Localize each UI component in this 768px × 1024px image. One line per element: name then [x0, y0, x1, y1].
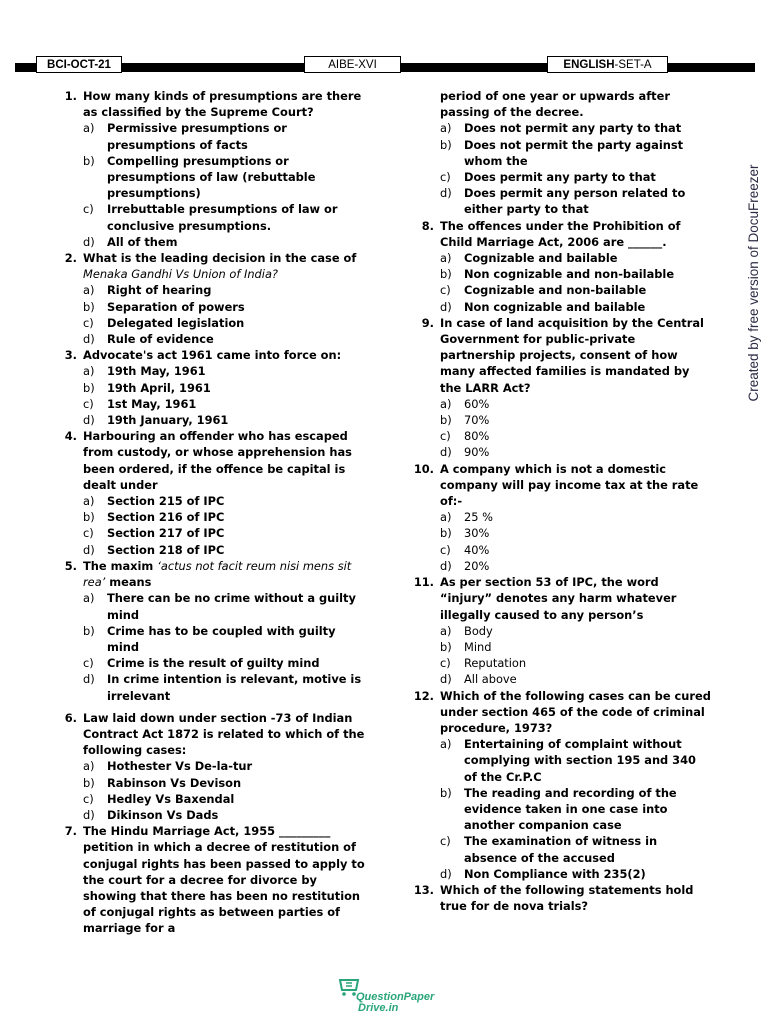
option-letter: d) [83, 332, 95, 347]
option-b [412, 137, 712, 169]
question-number: 5. [64, 558, 77, 573]
question-text-main: The maxim [83, 558, 154, 573]
option-letter: b) [440, 639, 452, 654]
question-5 [55, 558, 365, 590]
option-text: Compelling presumptions or presumptions of law (rebuttable presumptions) [107, 153, 316, 201]
question-number: 3. [64, 348, 77, 363]
question-text: Which of the following cases can be cured under section 465 of the code of criminal procedure, 1973? [440, 688, 711, 735]
option-text: Body [464, 623, 493, 638]
option-b [55, 509, 365, 525]
option-letter: d) [83, 413, 95, 428]
option-b [412, 525, 712, 541]
option-letter: b) [440, 785, 452, 800]
question-text: Advocate's act 1961 came into force on: [83, 348, 342, 363]
question-text: A company which is not a domestic company will pay income tax at the rate of:- [440, 461, 699, 509]
option-letter: c) [440, 429, 451, 444]
option-d [55, 331, 365, 347]
question-1 [55, 88, 365, 120]
option-text: Reputation [464, 656, 527, 671]
question-text: The Hindu Marriage Act, 1955 _________ petition in which a decree of restitution of conjugal rights has been passed to apply to the court for a decree for divorce by showing that there has been no restitution of conjugal rights as between parties of marriage for a [83, 824, 365, 936]
option-c [55, 791, 365, 807]
option-letter: c) [440, 834, 451, 849]
question-text: In case of land acquisition by the Central Government for public-private partnership projects, consent of how many affected families is mandated by the LARR Act? [440, 315, 704, 395]
option-c [412, 833, 712, 865]
option-letter: a) [440, 623, 452, 638]
option-text: Non cognizable and non-bailable [464, 267, 675, 282]
option-text: In crime intention is relevant, motive is irrelevant [107, 672, 362, 703]
option-text: Rule of evidence [107, 332, 214, 347]
question-number: 1. [64, 89, 77, 103]
question-number: 9. [421, 315, 434, 330]
option-text: Does not permit the party against whom the [464, 137, 684, 168]
option-text: 1st May, 1961 [107, 396, 197, 411]
question-2 [55, 250, 365, 282]
option-letter: b) [83, 775, 95, 790]
right-column [412, 88, 712, 914]
option-a [55, 363, 365, 379]
option-text: Right of hearing [107, 283, 212, 298]
question-text [83, 250, 365, 282]
exam-code-label: BCI-OCT-21 [36, 56, 122, 73]
set-label: -SET-A [614, 59, 652, 71]
option-b [412, 412, 712, 428]
questionpaperdrive-logo [336, 978, 436, 1018]
option-d [412, 866, 712, 882]
option-text: Permissive presumptions or presumptions of facts [107, 121, 287, 152]
option-d [55, 807, 365, 823]
option-text: Section 216 of IPC [107, 510, 225, 525]
language-label: ENGLISH [563, 59, 615, 71]
option-text: 19th January, 1961 [107, 413, 229, 428]
option-text: 90% [464, 445, 490, 460]
question-text: Which of the following statements hold true for de nova trials? [440, 882, 694, 914]
option-text: Irrebuttable presumptions of law or conclusive presumptions. [107, 202, 338, 233]
question-9 [412, 315, 712, 396]
option-a [55, 758, 365, 774]
option-c [412, 655, 712, 671]
option-letter: a) [440, 396, 452, 411]
option-d [412, 671, 712, 687]
option-text: Delegated legislation [107, 315, 245, 330]
language-set-label [547, 56, 668, 73]
question-10 [412, 461, 712, 510]
option-text: Cognizable and bailable [464, 251, 618, 266]
question-number: 13. [413, 882, 434, 897]
option-b [55, 380, 365, 396]
option-letter: a) [83, 364, 95, 379]
question-8 [412, 218, 712, 250]
option-a [55, 493, 365, 509]
exam-title-label: AIBE-XVI [304, 56, 401, 73]
option-d [55, 542, 365, 558]
question-7-continued: period of one year or upwards after passing of the decree. [440, 89, 670, 120]
option-a [412, 736, 712, 785]
question-3 [55, 347, 365, 363]
question-4 [55, 428, 365, 493]
question-number: 7. [64, 824, 77, 839]
option-text: 19th April, 1961 [107, 380, 211, 395]
option-text: Does not permit any party to that [464, 121, 682, 136]
case-name: Menaka Gandhi Vs Union of India? [83, 267, 278, 282]
option-c [55, 396, 365, 412]
option-c [55, 201, 365, 233]
option-letter: d) [83, 807, 95, 822]
option-d [412, 299, 712, 315]
option-letter: d) [440, 445, 452, 460]
option-text: All of them [107, 234, 178, 249]
option-letter: b) [440, 526, 452, 541]
option-text: 80% [464, 429, 490, 444]
option-letter: a) [440, 510, 452, 525]
option-c [412, 542, 712, 558]
option-c [55, 315, 365, 331]
question-text: As per section 53 of IPC, the word “injury” denotes any harm whatever illegally caused to any person’s [440, 575, 677, 622]
question-11 [412, 574, 712, 623]
docufreezer-watermark: Created by free version of DocuFreezer [745, 164, 761, 402]
option-text: Section 217 of IPC [107, 526, 225, 541]
option-c [412, 169, 712, 185]
option-c [55, 655, 365, 671]
option-c [412, 282, 712, 298]
option-d [412, 558, 712, 574]
option-letter: d) [440, 558, 452, 573]
option-letter: d) [83, 542, 95, 557]
option-letter: a) [83, 759, 95, 774]
option-letter: c) [83, 315, 94, 330]
option-b [412, 639, 712, 655]
option-letter: d) [440, 299, 452, 314]
option-text: 30% [464, 526, 490, 541]
question-text: Harbouring an offender who has escaped from custody, or whose apprehension has been ordered, if the offence be capital is dealt under [83, 429, 352, 492]
question-number: 4. [64, 429, 77, 444]
option-letter: d) [440, 866, 452, 881]
option-d [412, 444, 712, 460]
option-text: Does permit any party to that [464, 170, 656, 185]
question-7 [55, 823, 365, 936]
option-letter: c) [440, 283, 451, 298]
logo-text-line2: Drive.in [358, 1002, 399, 1014]
option-text: Dikinson Vs Dads [107, 807, 219, 822]
option-text: 25 % [464, 510, 493, 525]
option-b [55, 299, 365, 315]
option-text: 20% [464, 558, 490, 573]
option-letter: b) [83, 299, 95, 314]
option-text: 40% [464, 542, 490, 557]
option-text: Entertaining of complaint without complying with section 195 and 340 of the Cr.P.C [464, 737, 696, 784]
option-text: Separation of powers [107, 299, 245, 314]
option-letter: b) [83, 153, 95, 168]
option-letter: b) [83, 510, 95, 525]
question-text: The offences under the Prohibition of Child Marriage Act, 2006 are ______. [440, 218, 681, 249]
option-b [55, 153, 365, 202]
option-letter: d) [440, 186, 452, 201]
option-text: 70% [464, 413, 490, 428]
option-letter: d) [83, 672, 95, 687]
option-a [412, 250, 712, 266]
option-letter: a) [83, 283, 95, 298]
question-number: 6. [64, 710, 77, 725]
option-b [55, 775, 365, 791]
option-letter: c) [440, 542, 451, 557]
option-text: Crime has to be coupled with guilty mind [107, 623, 336, 654]
option-text: Non Compliance with 235(2) [464, 866, 646, 881]
option-letter: a) [83, 591, 95, 606]
question-text: Law laid down under section -73 of Indian Contract Act 1872 is related to which of the following cases: [83, 710, 365, 758]
question-12 [412, 688, 712, 737]
option-letter: a) [440, 121, 452, 136]
question-number: 8. [421, 218, 434, 233]
option-text: There can be no crime without a guilty mind [107, 591, 356, 622]
option-letter: a) [440, 737, 452, 752]
option-letter: b) [440, 413, 452, 428]
option-letter: a) [83, 121, 95, 136]
option-text: All above [464, 672, 517, 687]
option-text: Cognizable and non-bailable [464, 283, 647, 298]
option-letter: b) [440, 137, 452, 152]
option-a [55, 282, 365, 298]
option-letter: c) [83, 656, 94, 671]
question-text: How many kinds of presumptions are there as classified by the Supreme Court? [83, 89, 362, 120]
option-letter: c) [440, 656, 451, 671]
option-d [412, 185, 712, 217]
question-number: 12. [413, 688, 434, 703]
option-text: Mind [464, 639, 492, 654]
option-b [412, 785, 712, 834]
option-letter: b) [440, 267, 452, 282]
option-letter: d) [440, 672, 452, 687]
option-letter: a) [440, 251, 452, 266]
option-a [412, 120, 712, 136]
option-text: Crime is the result of guilty mind [107, 656, 320, 671]
option-text: Section 218 of IPC [107, 542, 225, 557]
option-a [412, 396, 712, 412]
option-text: Rabinson Vs Devison [107, 775, 242, 790]
maxim-text: ‘actus not facit reum nisi mens sit rea’ [83, 558, 352, 590]
option-d [55, 234, 365, 250]
option-text: The reading and recording of the evidence taken in one case into another companion case [464, 785, 677, 833]
option-text: Hedley Vs Baxendal [107, 791, 235, 806]
question-text-main: What is the leading decision in the case of [83, 251, 357, 266]
option-text: Hothester Vs De-la-tur [107, 759, 253, 774]
option-letter: c) [83, 791, 94, 806]
option-c [55, 525, 365, 541]
option-letter: d) [83, 234, 95, 249]
option-text: 60% [464, 396, 490, 411]
question-text-end: means [109, 575, 152, 590]
question-text [83, 558, 365, 590]
option-letter: c) [83, 202, 94, 217]
question-number: 2. [64, 251, 77, 266]
option-a [55, 590, 365, 622]
question-13 [412, 882, 712, 914]
option-a [55, 120, 365, 152]
question-number: 11. [413, 575, 434, 590]
option-letter: b) [83, 623, 95, 638]
option-letter: c) [83, 396, 94, 411]
option-text: The examination of witness in absence of the accused [464, 834, 658, 865]
option-letter: b) [83, 380, 95, 395]
option-a [412, 509, 712, 525]
question-6 [55, 710, 365, 759]
option-d [55, 412, 365, 428]
option-c [412, 428, 712, 444]
logo-text-line1: QuestionPaper [356, 991, 435, 1003]
option-text: Section 215 of IPC [107, 494, 225, 509]
option-text: Does permit any person related to either party to that [464, 186, 686, 217]
option-letter: c) [83, 526, 94, 541]
option-letter: c) [440, 170, 451, 185]
option-text: Non cognizable and bailable [464, 299, 646, 314]
option-b [412, 266, 712, 282]
option-d [55, 671, 365, 703]
question-number: 10. [413, 461, 434, 476]
left-column [55, 88, 365, 937]
option-b [55, 623, 365, 655]
option-a [412, 623, 712, 639]
option-letter: a) [83, 494, 95, 509]
option-text: 19th May, 1961 [107, 364, 206, 379]
